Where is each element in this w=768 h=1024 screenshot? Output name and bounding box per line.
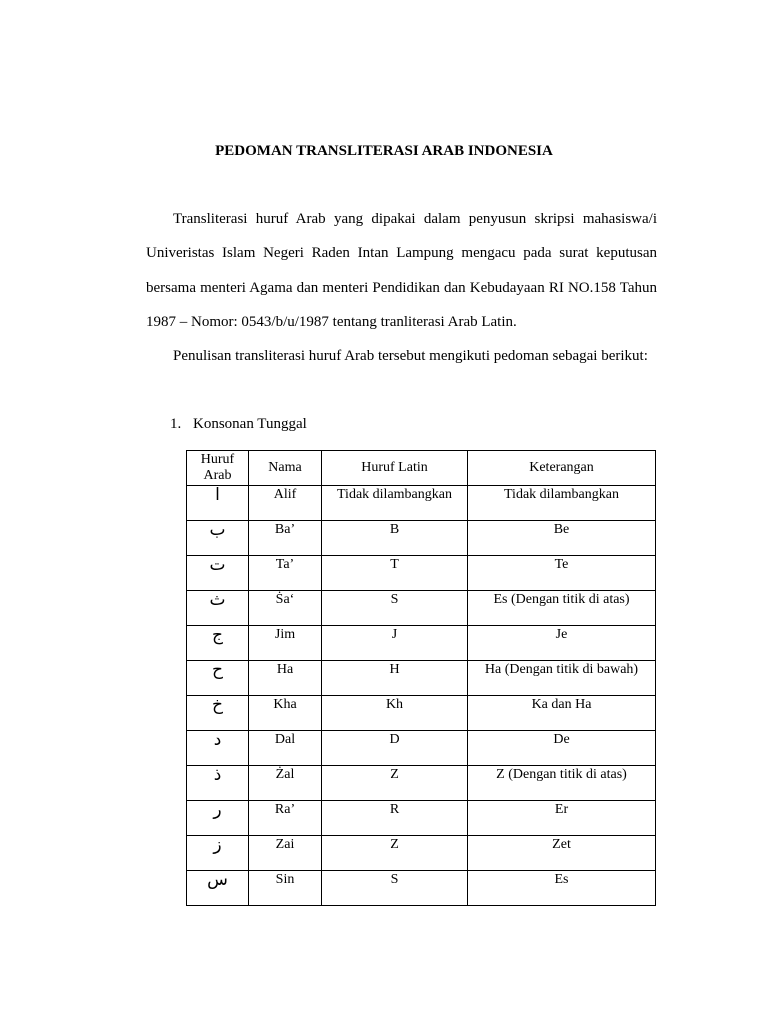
- cell-latin: B: [322, 521, 468, 556]
- transliteration-table: [186, 450, 656, 906]
- cell-arab: ت: [187, 556, 249, 591]
- cell-arab: ا: [187, 486, 249, 521]
- table-row: [187, 801, 656, 836]
- cell-keterangan: Be: [468, 521, 656, 556]
- header-keterangan: Keterangan: [468, 451, 656, 486]
- cell-latin: J: [322, 626, 468, 661]
- cell-arab: س: [187, 871, 249, 906]
- list-item-label: Konsonan Tunggal: [193, 416, 307, 432]
- cell-keterangan: Es (Dengan titik di atas): [468, 591, 656, 626]
- table-row: [187, 626, 656, 661]
- cell-nama: Ra’: [249, 801, 322, 836]
- cell-nama: Ṡa‘: [249, 591, 322, 626]
- cell-nama: Dal: [249, 731, 322, 766]
- cell-nama: Jim: [249, 626, 322, 661]
- table-row: [187, 556, 656, 591]
- cell-nama: Alif: [249, 486, 322, 521]
- cell-nama: Żal: [249, 766, 322, 801]
- table-row: [187, 486, 656, 521]
- cell-arab: ز: [187, 836, 249, 871]
- cell-keterangan: Ha (Dengan titik di bawah): [468, 661, 656, 696]
- cell-keterangan: Z (Dengan titik di atas): [468, 766, 656, 801]
- cell-arab: ر: [187, 801, 249, 836]
- page-title: PEDOMAN TRANSLITERASI ARAB INDONESIA: [215, 143, 553, 159]
- paragraph-intro: Transliterasi huruf Arab yang dipakai dalam penyusun skripsi mahasiswa/i Univeristas Islam Negeri Raden Intan Lampung mengacu pada surat keputusan bersama menteri Agama dan menteri Pendidikan dan Kebudayaan RI NO.158 Tahun 1987 – Nomor: 0543/b/u/1987 tentang tranliterasi Arab Latin.: [146, 211, 657, 331]
- cell-arab: خ: [187, 696, 249, 731]
- cell-latin: T: [322, 556, 468, 591]
- header-huruf-latin: Huruf Latin: [322, 451, 468, 486]
- cell-arab: د: [187, 731, 249, 766]
- cell-nama: Sin: [249, 871, 322, 906]
- cell-nama: Ha: [249, 661, 322, 696]
- cell-keterangan: Er: [468, 801, 656, 836]
- cell-arab: ب: [187, 521, 249, 556]
- cell-arab: ذ: [187, 766, 249, 801]
- cell-arab: ح: [187, 661, 249, 696]
- cell-latin: Tidak dilambangkan: [322, 486, 468, 521]
- cell-latin: R: [322, 801, 468, 836]
- cell-latin: H: [322, 661, 468, 696]
- table-row: [187, 766, 656, 801]
- cell-latin: Kh: [322, 696, 468, 731]
- table-row: [187, 661, 656, 696]
- cell-latin: S: [322, 871, 468, 906]
- cell-nama: Ta’: [249, 556, 322, 591]
- table-row: [187, 871, 656, 906]
- header-nama: Nama: [249, 451, 322, 486]
- table-row: [187, 836, 656, 871]
- cell-latin: D: [322, 731, 468, 766]
- list-item-konsonan-tunggal: [170, 414, 307, 434]
- list-item-number: 1.: [170, 416, 182, 432]
- cell-keterangan: Zet: [468, 836, 656, 871]
- cell-arab: ج: [187, 626, 249, 661]
- cell-keterangan: Ka dan Ha: [468, 696, 656, 731]
- paragraph-guideline: Penulisan transliterasi huruf Arab tersebut mengikuti pedoman sebagai berikut:: [173, 348, 648, 364]
- cell-keterangan: Tidak dilambangkan: [468, 486, 656, 521]
- cell-latin: Z: [322, 766, 468, 801]
- cell-nama: Ba’: [249, 521, 322, 556]
- cell-nama: Zai: [249, 836, 322, 871]
- table-row: [187, 731, 656, 766]
- table-row: [187, 521, 656, 556]
- cell-latin: Z: [322, 836, 468, 871]
- table-row: [187, 591, 656, 626]
- header-huruf-arab: Huruf Arab: [187, 451, 249, 486]
- cell-keterangan: Es: [468, 871, 656, 906]
- cell-keterangan: Te: [468, 556, 656, 591]
- table-row: [187, 696, 656, 731]
- cell-arab: ث: [187, 591, 249, 626]
- cell-keterangan: De: [468, 731, 656, 766]
- cell-latin: S: [322, 591, 468, 626]
- cell-nama: Kha: [249, 696, 322, 731]
- table-header-row: [187, 451, 656, 486]
- cell-keterangan: Je: [468, 626, 656, 661]
